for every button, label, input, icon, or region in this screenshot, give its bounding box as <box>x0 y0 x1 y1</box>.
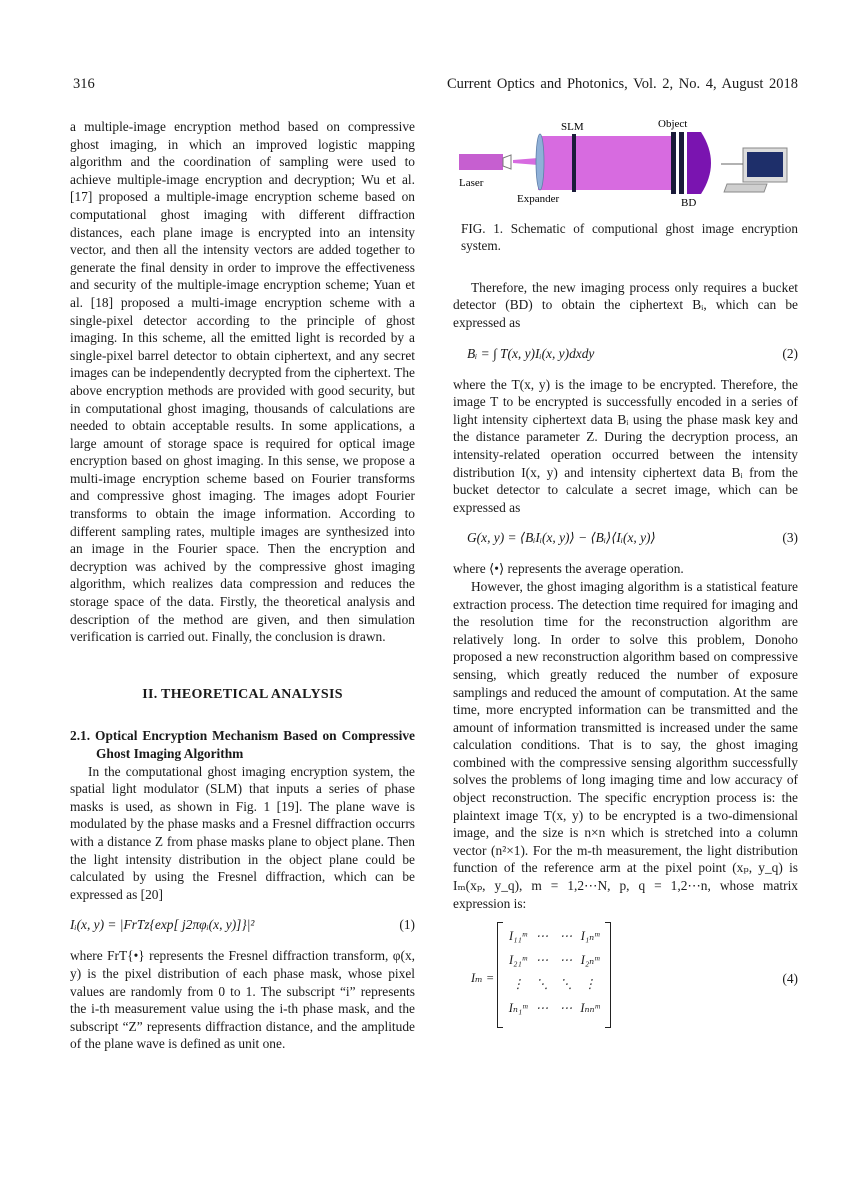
page-number: 316 <box>73 76 95 92</box>
paragraph-decryption: where the T(x, y) is the image to be encrypted. Therefore, the image T to be encrypted is successfully encoded in a series of light intensity ciphertext data Bᵢ using the phase mask key and the distance parameter Z. During the decryption process, an intensity-related operation occurred between the intensity distribution I(x, y) and intensity ciphertext data Bᵢ from the bucket detector to calculate a secret image, which can be expressed as <box>453 376 798 515</box>
right-column <box>453 118 798 1038</box>
label-bd: BD <box>681 197 697 208</box>
label-object: Object <box>658 118 688 130</box>
matrix-cell: ⋯ <box>559 953 573 968</box>
equation-4 <box>453 918 798 1038</box>
label-expander: Expander <box>517 193 560 205</box>
paragraph-compressive: However, the ghost imaging algorithm is a statistical feature extraction process. The detection time required for imaging and the resolution time for the reconstruction algorithm are relatively long. In order to solve this problem, Donoho proposed a new reconstruction algorithm based on compressive sensing, which greatly reduced the number of exposure samplings and reduced the amount of computation. At the same time, more encrypted information can be transmitted and the amount of information transmitted is increased under the same calculation conditions. That is to say, the ghost imaging combined with the compressive sensing algorithm successfully solves the problems of long imaging time and low accuracy of object reconstruction. The specific encryption process is: the plaintext image T(x, y) to be encrypted is a two-dimensional image, and the size is n×n which is stretched into a column vector (n²×1). For the m-th measurement, the light distribution function of the reference arm at the pixel point (xₚ, y_q) is Iₘ(xₚ, y_q), m = 1,2⋯N, p, q = 1,2⋯n, whose matrix expression is: <box>453 578 798 911</box>
left-column <box>70 118 415 1053</box>
figure-1-caption: FIG. 1. Schematic of computional ghost image encryption system. <box>461 221 798 254</box>
slm-plate <box>572 134 576 192</box>
expander-lens <box>536 134 544 190</box>
matrix-cell: ⋯ <box>535 929 549 944</box>
matrix-cell: ⋮ <box>583 977 597 992</box>
matrix-cell: I₁ₙᵐ <box>580 929 600 944</box>
journal-header: Current Optics and Photonics, Vol. 2, No. 4, August 2018 <box>447 76 798 92</box>
matrix-cell: ⋱ <box>559 977 573 992</box>
matrix-cell: ⋮ <box>511 977 525 992</box>
matrix-cell: I₂ₙᵐ <box>580 953 600 968</box>
computer-keyboard <box>724 184 767 192</box>
paragraph-fresnel: where FrT{•} represents the Fresnel diffraction transform, φ(x, y) is the pixel distribution of each phase mask, whose pixel values are randomly from 0 to 1. The subscript “i” represents the i-th measurement value using the i-th phase mask, and the subscript “Z” represents diffraction distance, and the amplitude of the plane wave is defined as unit one. <box>70 948 415 1052</box>
matrix-row <box>506 976 602 1000</box>
section-title: II. THEORETICAL ANALYSIS <box>142 686 343 702</box>
matrix-cell: I₁₁ᵐ <box>509 929 527 944</box>
matrix-cell: ⋱ <box>535 977 549 992</box>
intro-paragraph: a multiple-image encryption method based on compressive ghost imaging, in which an improved logistic mapping algorithm and the coordination of sampling were used to achieve multiple-image encryption and decryption; Wu et al. [17] proposed a multiple-image encryption scheme based on computational ghost imaging with different diffraction distances, each plane image is encrypted into an intensity vector, and then all the intensity vectors are added together to generate the final density in order to improve the effectiveness and security of the multiple-image encryption scheme; Yuan et al. [18] proposed a multi-image encryption scheme with a single-pixel detector according to the principle of ghost imaging. In this scheme, all the emitted light is recorded by a single-pixel barrel detector to obtain ciphertext, and any secret images can be independently decrypted from the ciphertext. The above encryption methods are provided with good security, but in computational ghost imaging, thousands of calculations are needed to obtain acceptable results. In some applications, a large amount of storage space is required for optical image encryption based on ghost imaging. In this sense, we propose a multi-image encryption scheme based on Fourier transforms and compressive ghost imaging. The images adopt Fourier transforms to obtain the image information. According to different sampling rates, multiple images are synthesized into an image in the Fourier space. Then the encryption and decryption was achived by the compressive ghost imaging algorithm, which realizes data compression and reduces the storage space of the data. Firstly, the theoretical analysis and description of the method are given, and then simulation verification is carried out. Finally, the conclusion is drawn. <box>70 119 415 645</box>
equation-2-number: (2) <box>782 345 798 361</box>
equation-3 <box>453 516 798 560</box>
bucket-detector <box>687 132 711 194</box>
object-plate-1 <box>671 132 676 194</box>
equation-1 <box>70 903 415 947</box>
schematic-diagram <box>453 118 798 208</box>
label-slm: SLM <box>561 121 584 133</box>
equation-4-lhs: Iₘ = <box>471 971 495 986</box>
narrow-beam <box>513 158 538 165</box>
equation-1-number: (1) <box>399 917 415 933</box>
matrix-cell: ⋯ <box>559 1001 573 1016</box>
matrix-cell: Iₙₙᵐ <box>580 1001 600 1016</box>
equation-2 <box>453 332 798 376</box>
figure-1-schematic <box>453 118 798 208</box>
equation-1-expression: Iᵢ(x, y) = |FrTz{exp[ j2πφᵢ(x, y)]}|² <box>70 917 255 933</box>
paragraph-slm: In the computational ghost imaging encryption system, the spatial light modulator (SLM) that inputs a series of phase masks is used, as shown in Fig. 1 [19]. The plane wave is modulated by the phase masks and a Fresnel diffraction occurrs with a distance Z from phase masks plane to object plane. Then the light intensity distribution in the object plane could be calculated by using the Fresnel diffraction, which can be expressed as [20] <box>70 763 415 902</box>
equation-4-number: (4) <box>782 971 798 987</box>
subsection-title: 2.1. Optical Encryption Mechanism Based on Compressive Ghost Imaging Algorithm <box>70 728 415 761</box>
matrix-cell: ⋯ <box>535 1001 549 1016</box>
matrix-cell: ⋯ <box>559 929 573 944</box>
laser-aperture <box>503 155 511 169</box>
object-plate-2 <box>679 132 684 194</box>
matrix-row <box>506 1000 602 1024</box>
computer-screen <box>747 152 783 177</box>
equation-3-number: (3) <box>782 530 798 546</box>
label-laser: Laser <box>459 177 484 189</box>
matrix-row <box>506 952 602 976</box>
laser-source <box>459 154 503 170</box>
matrix-cell: ⋯ <box>535 953 549 968</box>
matrix-cell: Iₙ₁ᵐ <box>508 1001 528 1016</box>
matrix-im <box>497 922 611 1028</box>
paragraph-average: where ⟨•⟩ represents the average operation. <box>453 561 684 577</box>
equation-3-expression: G(x, y) = ⟨BᵢIᵢ(x, y)⟩ − ⟨Bᵢ⟩⟨Iᵢ(x, y)⟩ <box>467 530 656 546</box>
paragraph-bucket: Therefore, the new imaging process only requires a bucket detector (BD) to obtain the ciphertext Bᵢ, which can be expressed as <box>453 279 798 330</box>
matrix-row <box>506 928 602 952</box>
equation-2-expression: Bᵢ = ∫ T(x, y)Iᵢ(x, y)dxdy <box>467 345 595 361</box>
collimated-beam <box>538 136 676 190</box>
matrix-cell: I₂₁ᵐ <box>509 953 527 968</box>
